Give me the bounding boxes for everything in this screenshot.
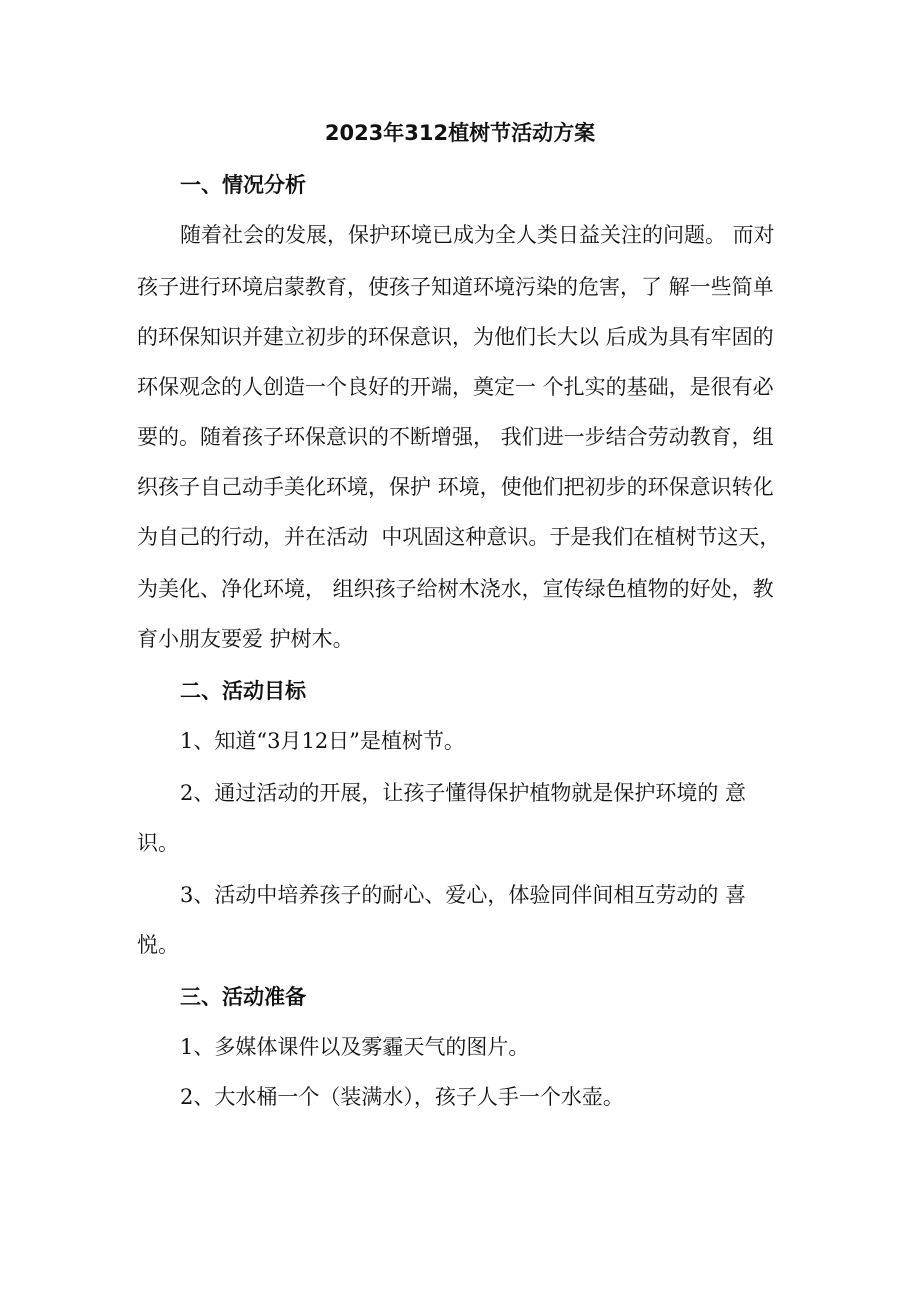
paragraph-line: 环保观念的人创造一个良好的开端，奠定一 个扎实的基础，是很有必 bbox=[137, 375, 774, 399]
list-item-continuation: 识。 bbox=[137, 831, 179, 855]
list-item: 2、大水桶一个（装满水），孩子人手一个水壶。 bbox=[180, 1085, 624, 1109]
paragraph-line: 孩子进行环境启蒙教育，使孩子知道环境污染的危害，了 解一些简单 bbox=[137, 275, 774, 299]
section-heading-analysis: 一、情况分析 bbox=[180, 173, 306, 197]
list-item: 2、通过活动的开展，让孩子懂得保护植物就是保护环境的 意 bbox=[180, 781, 747, 805]
paragraph-line: 为美化、净化环境， 组织孩子给树木浇水，宣传绿色植物的好处，教 bbox=[137, 577, 774, 601]
document-title: 2023年312植树节活动方案 bbox=[324, 121, 596, 145]
list-item: 1、知道“3月12日”是植树节。 bbox=[180, 729, 465, 753]
paragraph-line: 育小朋友要爱 护树木。 bbox=[137, 627, 354, 651]
paragraph-line: 织孩子自己动手美化环境，保护 环境，使他们把初步的环保意识转化 bbox=[137, 475, 774, 499]
list-item-continuation: 悦。 bbox=[137, 933, 179, 957]
section-heading-goals: 二、活动目标 bbox=[180, 679, 306, 703]
list-item: 1、多媒体课件以及雾霾天气的图片。 bbox=[180, 1035, 530, 1059]
list-item: 3、活动中培养孩子的耐心、爱心，体验同伴间相互劳动的 喜 bbox=[180, 883, 747, 907]
paragraph-line: 要的。随着孩子环保意识的不断增强， 我们进一步结合劳动教育，组 bbox=[137, 425, 774, 449]
section-heading-preparation: 三、活动准备 bbox=[180, 985, 306, 1009]
paragraph-line: 的环保知识并建立初步的环保意识，为他们长大以 后成为具有牢固的 bbox=[137, 325, 774, 349]
paragraph-line: 随着社会的发展，保护环境已成为全人类日益关注的问题。 而对 bbox=[180, 223, 775, 247]
paragraph-line: 为自己的行动，并在活动 中巩固这种意识。于是我们在植树节这天， bbox=[137, 525, 781, 549]
